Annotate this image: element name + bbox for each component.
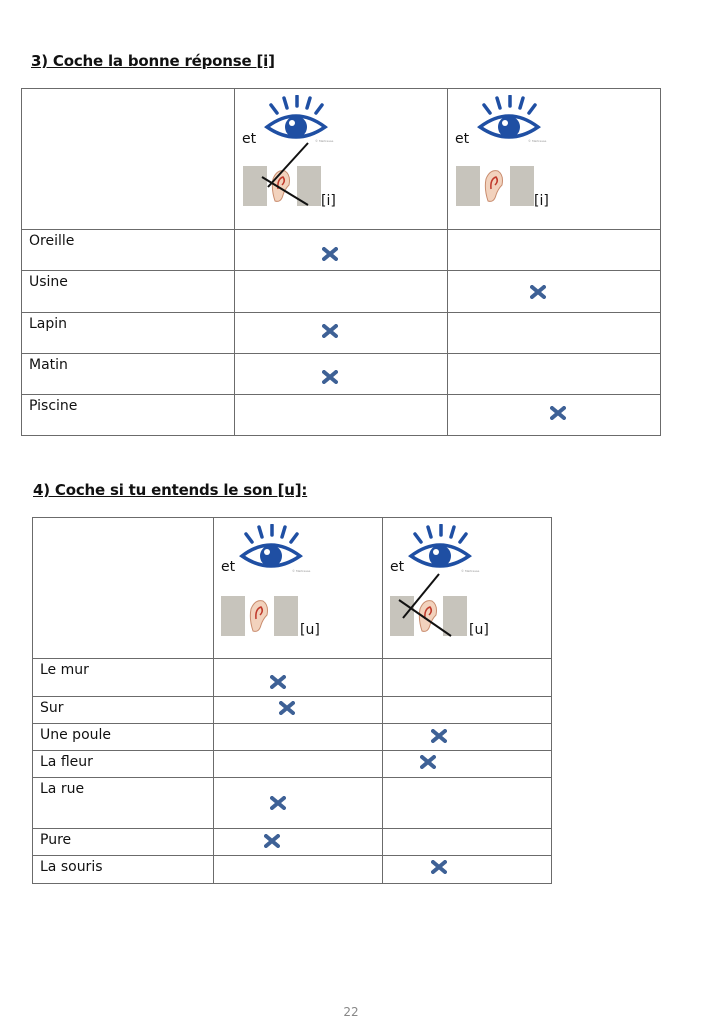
- answer-cell[interactable]: [448, 313, 661, 354]
- check-cross-icon: [420, 755, 436, 769]
- answer-cell[interactable]: [235, 313, 448, 354]
- answer-cell[interactable]: [235, 271, 448, 313]
- strike-through-icon: [260, 139, 320, 209]
- check-cross-icon: [322, 324, 338, 338]
- answer-cell[interactable]: [448, 230, 661, 271]
- check-cross-icon: [550, 406, 566, 420]
- answer-cell[interactable]: [214, 724, 383, 751]
- check-cross-icon: [322, 247, 338, 261]
- et-label: et: [221, 559, 236, 575]
- answer-cell[interactable]: [448, 395, 661, 436]
- header-cell-ear-crossed: [383, 518, 552, 659]
- answer-cell[interactable]: [214, 659, 383, 697]
- exercise-3-table: [21, 88, 661, 436]
- answer-cell[interactable]: [214, 751, 383, 778]
- image-credit: © Maitresse: [292, 569, 311, 573]
- answer-cell[interactable]: [383, 751, 552, 778]
- check-cross-icon: [530, 285, 546, 299]
- et-label: et: [242, 131, 257, 147]
- check-cross-icon: [431, 860, 447, 874]
- image-credit: © Maitresse: [528, 139, 547, 143]
- table-header-row: [22, 89, 661, 230]
- answer-cell[interactable]: [383, 856, 552, 884]
- page-number: 22: [343, 1005, 359, 1019]
- check-cross-icon: [279, 701, 295, 715]
- gray-box: [456, 166, 480, 206]
- answer-cell[interactable]: [214, 697, 383, 724]
- row-word: Oreille: [29, 233, 75, 249]
- answer-cell[interactable]: [214, 856, 383, 884]
- table-row: [22, 354, 661, 395]
- row-word: Piscine: [29, 398, 78, 414]
- row-word: Sur: [40, 700, 64, 716]
- answer-cell[interactable]: [235, 230, 448, 271]
- row-word: Usine: [29, 274, 68, 290]
- header-cell-ear: [214, 518, 383, 659]
- check-cross-icon: [322, 370, 338, 384]
- check-cross-icon: [431, 729, 447, 743]
- exercise-3-title: 3) Coche la bonne réponse [i]: [31, 52, 275, 70]
- row-word: La fleur: [40, 754, 93, 770]
- et-label: et: [455, 131, 470, 147]
- table-row: [33, 778, 552, 829]
- table-header-row: [33, 518, 552, 659]
- check-cross-icon: [264, 834, 280, 848]
- sound-label: [u]: [300, 622, 320, 638]
- answer-cell[interactable]: [383, 724, 552, 751]
- image-credit: © Maitresse: [461, 569, 480, 573]
- row-word: Lapin: [29, 316, 68, 332]
- exercise-4-title: 4) Coche si tu entends le son [u]:: [33, 481, 308, 499]
- table-row: [33, 697, 552, 724]
- row-word: La rue: [40, 781, 85, 797]
- sound-label: [i]: [321, 193, 336, 209]
- table-row: [33, 724, 552, 751]
- table-row: [22, 395, 661, 436]
- strike-through-icon: [395, 570, 455, 640]
- row-word: Pure: [40, 832, 72, 848]
- table-row: [33, 856, 552, 884]
- table-row: [22, 313, 661, 354]
- answer-cell[interactable]: [214, 778, 383, 829]
- answer-cell[interactable]: [383, 697, 552, 724]
- sound-label: [u]: [469, 622, 489, 638]
- empty-corner-cell: [33, 518, 214, 659]
- et-label: et: [390, 559, 405, 575]
- row-word: La souris: [40, 859, 103, 875]
- answer-cell[interactable]: [235, 354, 448, 395]
- table-row: [33, 659, 552, 697]
- exercise-4-table: [32, 517, 552, 884]
- table-row: [33, 829, 552, 856]
- header-cell-ear: [448, 89, 661, 230]
- gray-box: [274, 596, 298, 636]
- check-cross-icon: [270, 796, 286, 810]
- row-word: Matin: [29, 357, 68, 373]
- table-row: [22, 271, 661, 313]
- answer-cell[interactable]: [214, 829, 383, 856]
- header-cell-ear-crossed: [235, 89, 448, 230]
- answer-cell[interactable]: [448, 354, 661, 395]
- answer-cell[interactable]: [383, 659, 552, 697]
- gray-box: [510, 166, 534, 206]
- answer-cell[interactable]: [383, 778, 552, 829]
- gray-box: [221, 596, 245, 636]
- table-row: [22, 230, 661, 271]
- image-credit: © Maitresse: [315, 139, 334, 143]
- table-row: [33, 751, 552, 778]
- check-cross-icon: [270, 675, 286, 689]
- row-word: Une poule: [40, 727, 112, 743]
- sound-label: [i]: [534, 193, 549, 209]
- row-word: Le mur: [40, 662, 89, 678]
- answer-cell[interactable]: [448, 271, 661, 313]
- ear-icon: [482, 167, 504, 205]
- ear-icon: [247, 597, 269, 635]
- answer-cell[interactable]: [235, 395, 448, 436]
- answer-cell[interactable]: [383, 829, 552, 856]
- empty-corner-cell: [22, 89, 235, 230]
